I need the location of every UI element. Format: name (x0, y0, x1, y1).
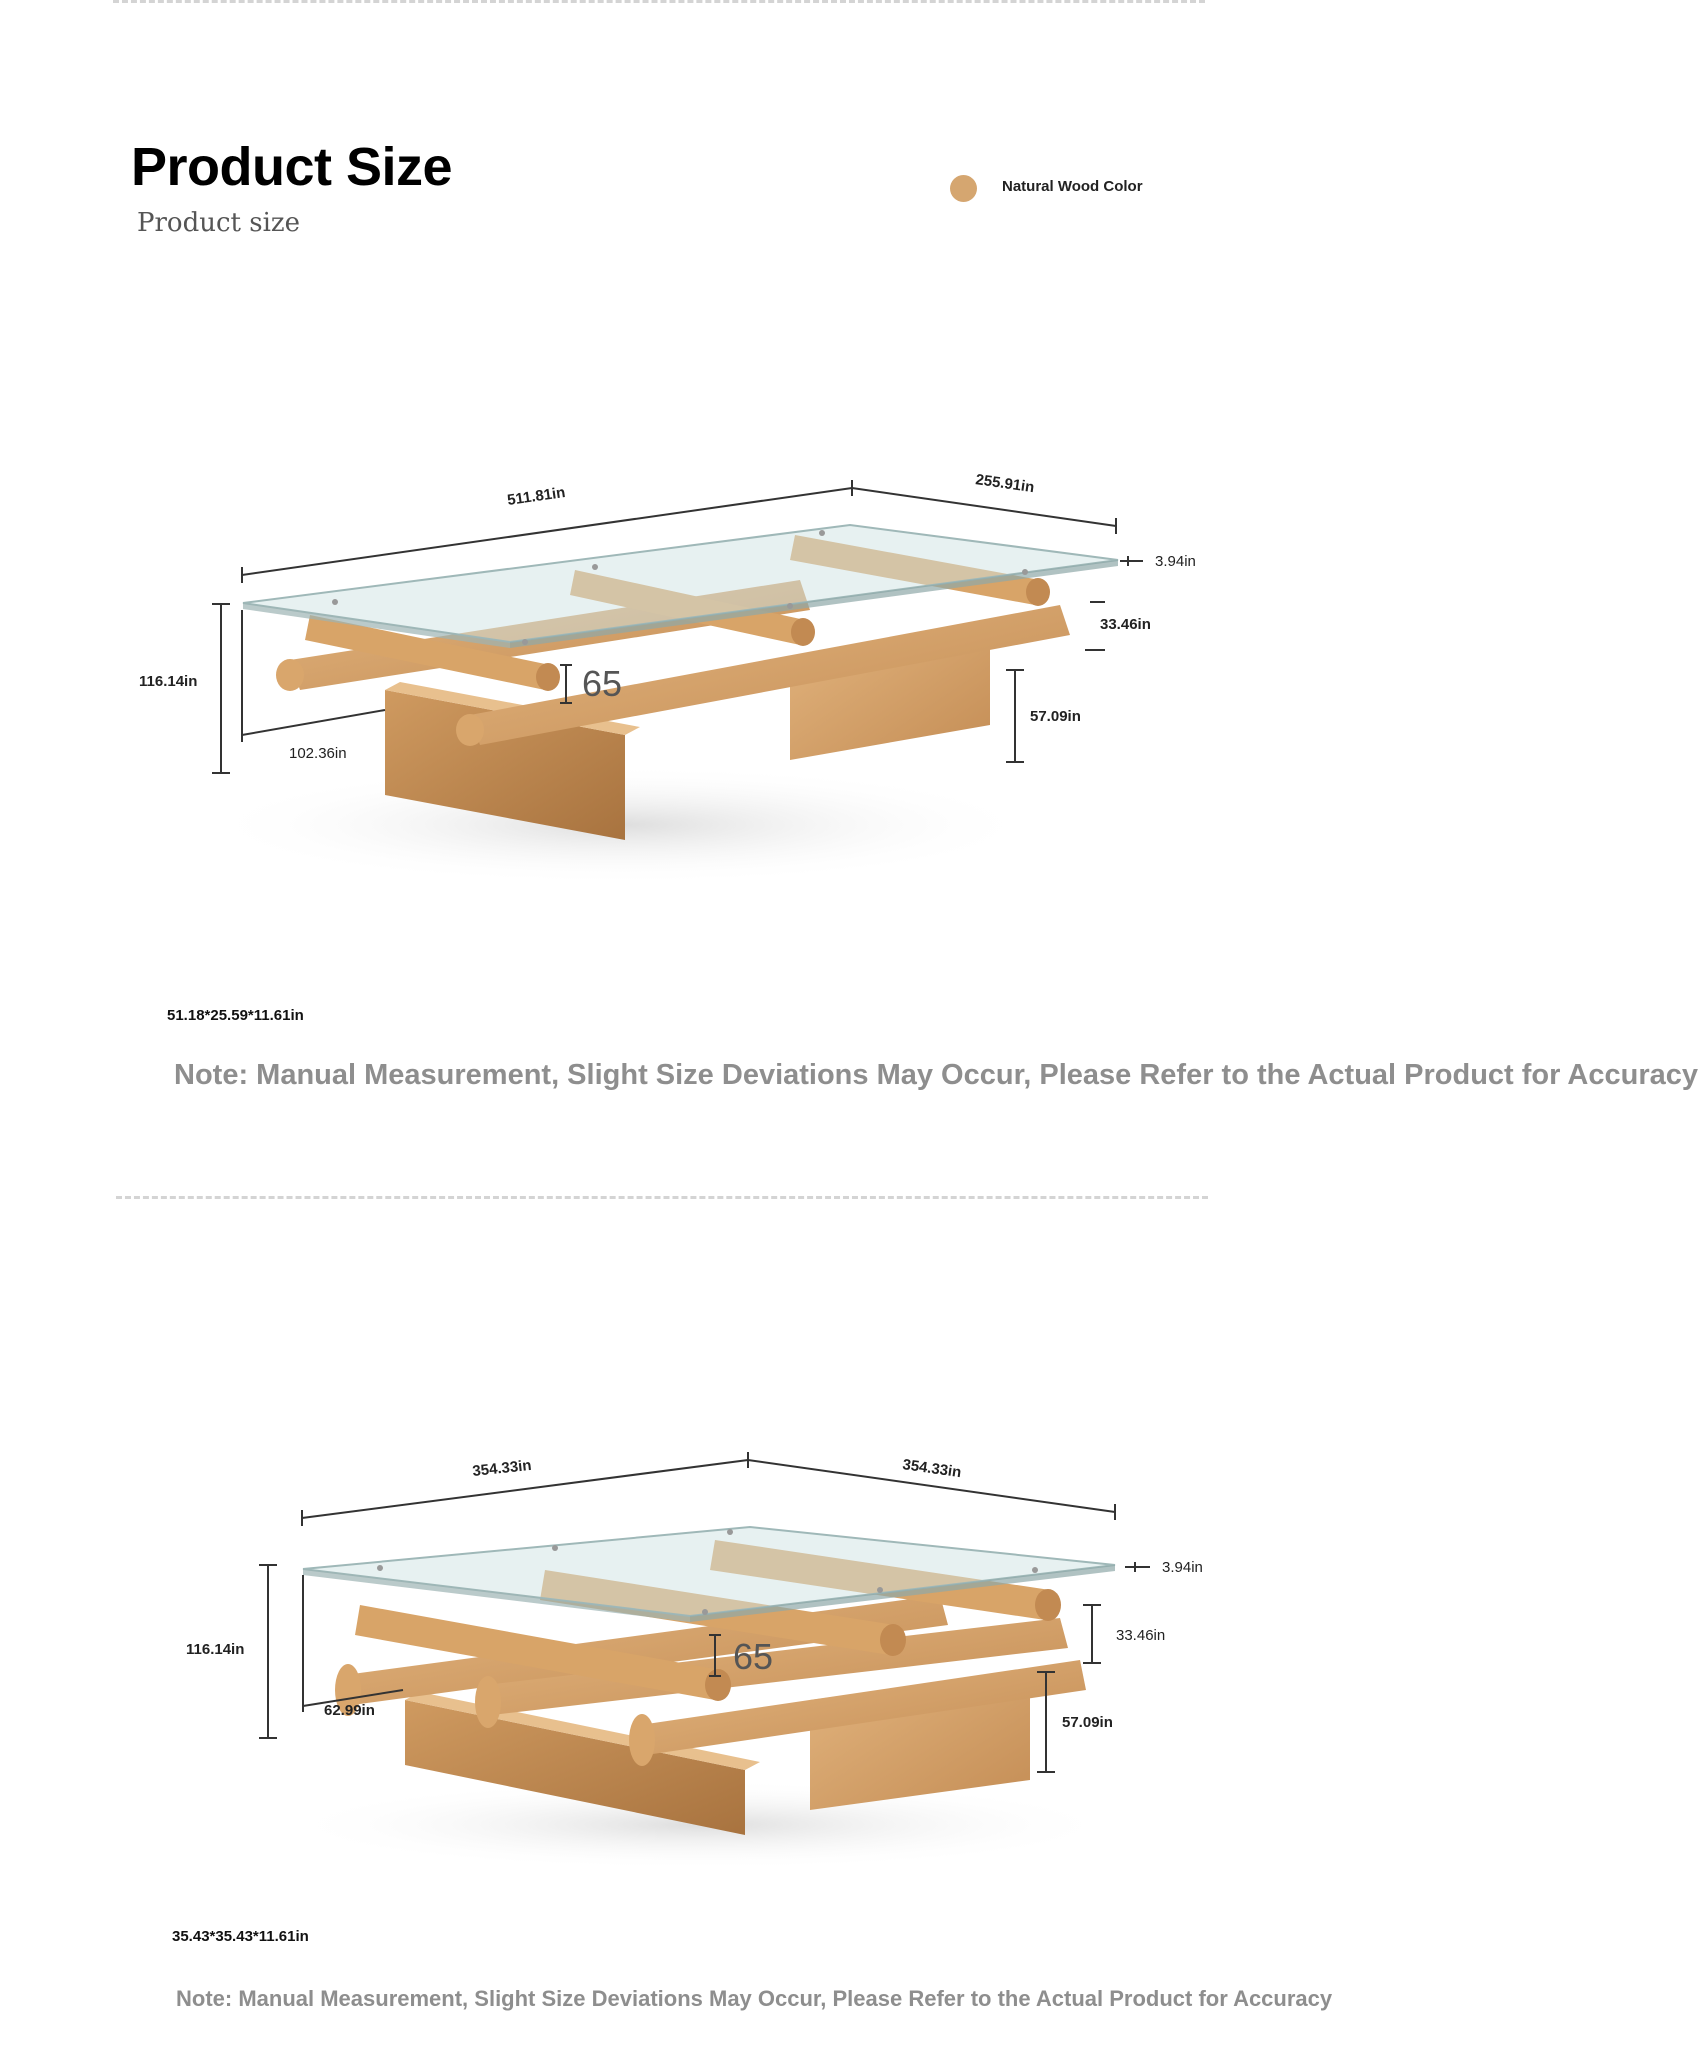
table-illustration (280, 1527, 1120, 1870)
label-length: 511.81in (506, 484, 567, 509)
page-subtitle: Product size (137, 208, 300, 238)
section-divider-middle (116, 1196, 1208, 1199)
color-swatch[interactable] (950, 175, 977, 202)
label-leg-height: 57.09in (1030, 708, 1081, 725)
measurement-note: Note: Manual Measurement, Slight Size Deviations May Occur, Please Refer to the Actual Product for Accuracy (174, 1059, 1698, 1091)
label-width: 354.33in (901, 1456, 963, 1482)
label-frame-height: 33.46in (1116, 1627, 1166, 1644)
section-divider-top (113, 0, 1205, 3)
page-title: Product Size (131, 137, 453, 197)
product-diagram-square (0, 1440, 1322, 1870)
label-total-height: 116.14in (186, 1641, 245, 1658)
label-clearance: 65 (582, 663, 623, 704)
label-clearance: 65 (733, 1636, 774, 1677)
label-leg-height: 57.09in (1062, 1714, 1113, 1731)
label-total-height: 116.14in (139, 673, 198, 690)
label-width: 255.91in (974, 471, 1036, 497)
table-illustration (200, 525, 1118, 885)
product-size-spec: 51.18*25.59*11.61in (167, 1007, 304, 1024)
product-size-spec: 35.43*35.43*11.61in (172, 1928, 309, 1945)
label-frame-height: 33.46in (1100, 616, 1151, 633)
label-base-width: 102.36in (289, 745, 347, 762)
color-option-label: Natural Wood Color (1002, 178, 1143, 195)
label-glass-thickness: 3.94in (1162, 1559, 1203, 1576)
label-length: 354.33in (471, 1456, 533, 1480)
label-glass-thickness: 3.94in (1155, 553, 1196, 570)
label-base-width: 62.99in (324, 1702, 375, 1719)
product-diagram-rectangular (0, 420, 1322, 940)
measurement-note: Note: Manual Measurement, Slight Size Deviations May Occur, Please Refer to the Actual Product for Accuracy (176, 1986, 1333, 2011)
